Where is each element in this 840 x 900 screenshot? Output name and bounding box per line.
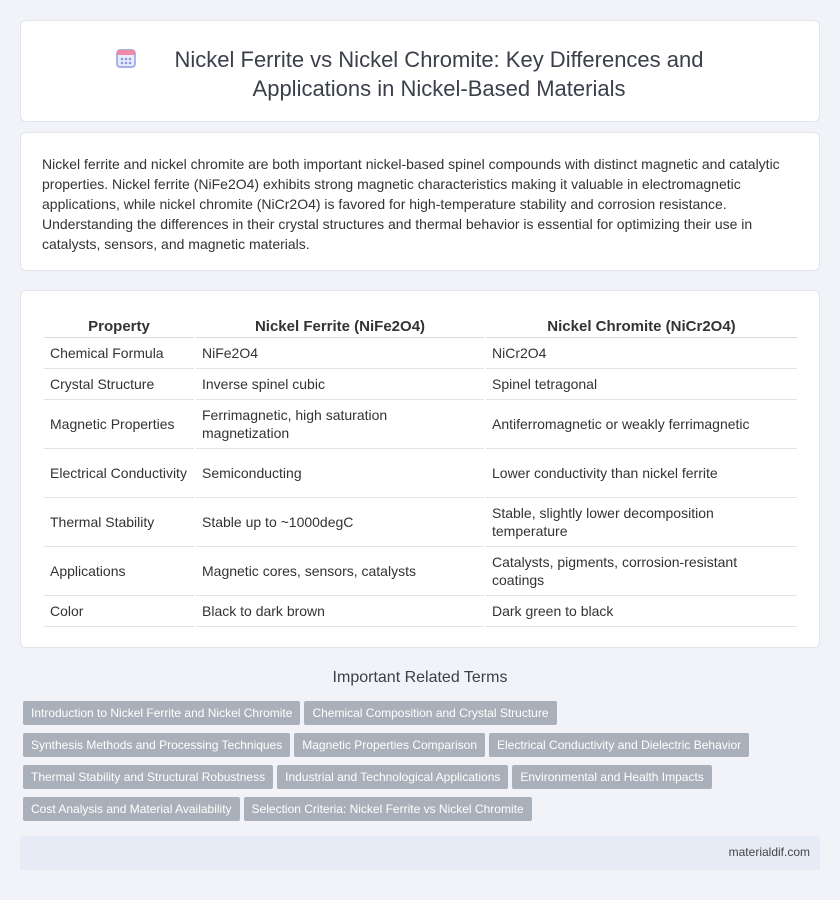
tag-row xyxy=(23,765,823,797)
related-term-tag[interactable]: Thermal Stability and Structural Robustness xyxy=(23,765,273,789)
table-cell-property: Color xyxy=(44,596,194,627)
table-cell-ferrite: Semiconducting xyxy=(196,449,484,498)
tag-row xyxy=(23,701,823,733)
table-row xyxy=(44,338,797,369)
footer-site-link[interactable]: materialdif.com xyxy=(728,845,810,859)
table-cell-property: Magnetic Properties xyxy=(44,400,194,449)
table-row xyxy=(44,400,797,449)
table-cell-ferrite: Stable up to ~1000degC xyxy=(196,498,484,547)
table-row xyxy=(44,449,797,498)
related-term-tag[interactable]: Magnetic Properties Comparison xyxy=(294,733,485,757)
comparison-table xyxy=(42,315,799,627)
table-row xyxy=(44,369,797,400)
related-term-tag[interactable]: Selection Criteria: Nickel Ferrite vs Nickel Chromite xyxy=(244,797,532,821)
related-term-tag[interactable]: Industrial and Technological Applications xyxy=(277,765,508,789)
footer-bar xyxy=(20,836,820,870)
related-term-tag[interactable]: Environmental and Health Impacts xyxy=(512,765,711,789)
tag-row xyxy=(23,733,823,765)
table-cell-property: Applications xyxy=(44,547,194,596)
related-terms-heading: Important Related Terms xyxy=(332,669,508,686)
table-cell-chromite: Catalysts, pigments, corrosion-resistant coatings xyxy=(486,547,797,596)
table-cell-chromite: NiCr2O4 xyxy=(486,338,797,369)
table-cell-ferrite: Ferrimagnetic, high saturation magnetization xyxy=(196,400,484,449)
table-row xyxy=(44,498,797,547)
intro-paragraph: Nickel ferrite and nickel chromite are both important nickel-based spinel compounds with distinct magnetic and catalytic properties. Nickel ferrite (NiFe2O4) exhibits strong magnetic characteristics making it valuable in electromagnetic applications, while nickel chromite (NiCr2O4) is favored for high-temperature stability and corrosion resistance. Understanding the differences in their crystal structures and thermal behavior is essential for optimizing their use in catalysts, sensors, and magnetic materials. xyxy=(42,156,780,252)
table-cell-property: Electrical Conductivity xyxy=(44,449,194,498)
table-cell-property: Chemical Formula xyxy=(44,338,194,369)
table-cell-chromite: Dark green to black xyxy=(486,596,797,627)
table-cell-ferrite: Inverse spinel cubic xyxy=(196,369,484,400)
table-row xyxy=(44,596,797,627)
title-card xyxy=(20,20,820,122)
table-cell-chromite: Antiferromagnetic or weakly ferrimagnetic xyxy=(486,400,797,449)
table-cell-property: Thermal Stability xyxy=(44,498,194,547)
column-header-nickel-chromite: Nickel Chromite (NiCr2O4) xyxy=(486,315,797,338)
intro-card xyxy=(20,132,820,271)
related-term-tag[interactable]: Synthesis Methods and Processing Techniques xyxy=(23,733,290,757)
table-cell-chromite: Lower conductivity than nickel ferrite xyxy=(486,449,797,498)
column-header-nickel-ferrite: Nickel Ferrite (NiFe2O4) xyxy=(196,315,484,338)
related-term-tag[interactable]: Chemical Composition and Crystal Structure xyxy=(304,701,556,725)
related-term-tag[interactable]: Introduction to Nickel Ferrite and Nickel Chromite xyxy=(23,701,300,725)
column-header-property: Property xyxy=(44,315,194,338)
tag-row xyxy=(23,797,823,829)
related-term-tag[interactable]: Electrical Conductivity and Dielectric Behavior xyxy=(489,733,749,757)
table-header-row xyxy=(44,315,797,338)
table-row xyxy=(44,547,797,596)
comparison-table-card xyxy=(20,290,820,648)
related-terms-list xyxy=(23,701,823,829)
table-cell-ferrite: Magnetic cores, sensors, catalysts xyxy=(196,547,484,596)
table-cell-chromite: Spinel tetragonal xyxy=(486,369,797,400)
table-cell-ferrite: Black to dark brown xyxy=(196,596,484,627)
table-cell-chromite: Stable, slightly lower decomposition temperature xyxy=(486,498,797,547)
table-cell-property: Crystal Structure xyxy=(44,369,194,400)
table-cell-ferrite: NiFe2O4 xyxy=(196,338,484,369)
related-term-tag[interactable]: Cost Analysis and Material Availability xyxy=(23,797,240,821)
page-title: Nickel Ferrite vs Nickel Chromite: Key Differences and Applications in Nickel-Based Materials xyxy=(174,47,704,101)
